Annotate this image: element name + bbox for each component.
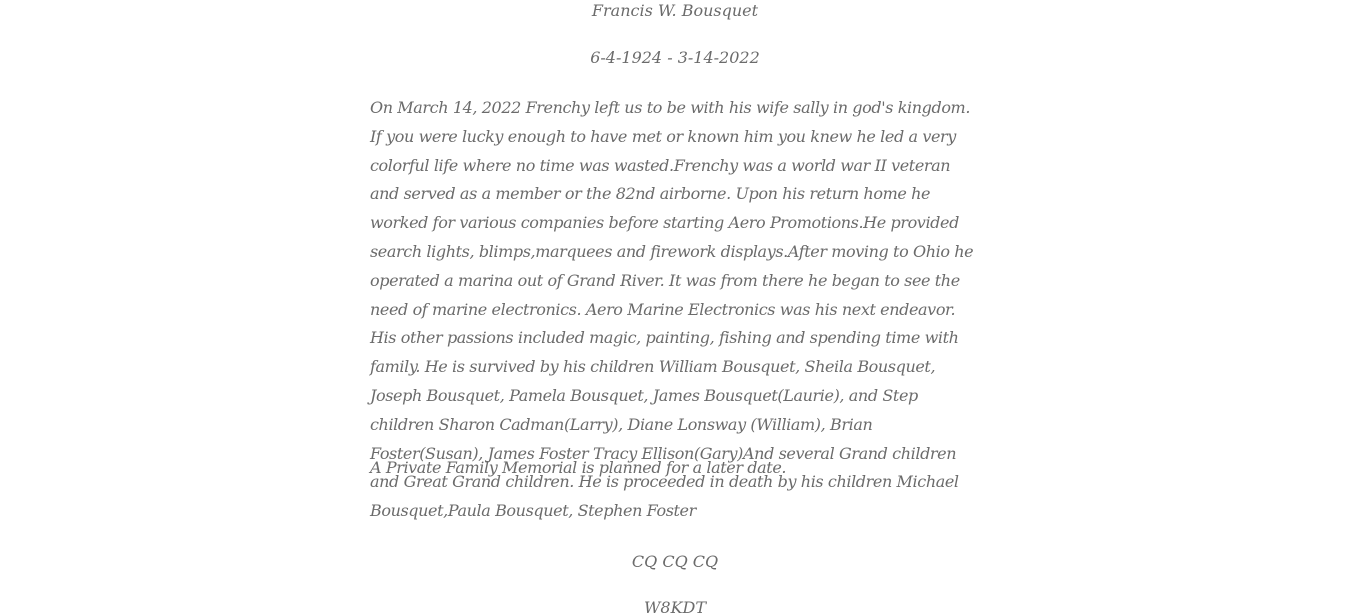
cq-call: CQ CQ CQ [631,552,719,571]
obituary-dates: 6-4-1924 - 3-14-2022 [590,48,760,67]
obituary-bio: On March 14, 2022 Frenchy left us to be with his wife sally in god's kingdom. If you were lucky enough to have met or known him you knew he led a very colorful life where no time was wasted.Frenchy was a world war II veteran and served as a member or the 82nd airborne. Upon his return home he worked for various companies before starting Aero Promotions.He provided search lights, blimps,marquees and firework displays.After moving to Ohio he operated a marina out of Grand River. It was from there he began to see the need of marine electronics. Aero Marine Electronics was his next endeavor. His other passions included magic, painting, fishing and spending time with family. He is survived by his children William Bousquet, Sheila Bousquet, Joseph Bousquet, Pamela Bousquet, James Bousquet(Laurie), and Step children Sharon Cadman(Larry), Diane Lonsway (William), Brian Foster(Susan), James Foster Tracy Ellison(Gary)And several Grand children and Great Grand children. He is proceeded in death by his children Michael Bousquet,Paula Bousquet, Stephen Foster [370,98,974,521]
obituary-name: Francis W. Bousquet [591,1,759,20]
memorial-note: A Private Family Memorial is planned for a later date. [370,458,787,477]
callsign: W8KDT [643,598,707,615]
